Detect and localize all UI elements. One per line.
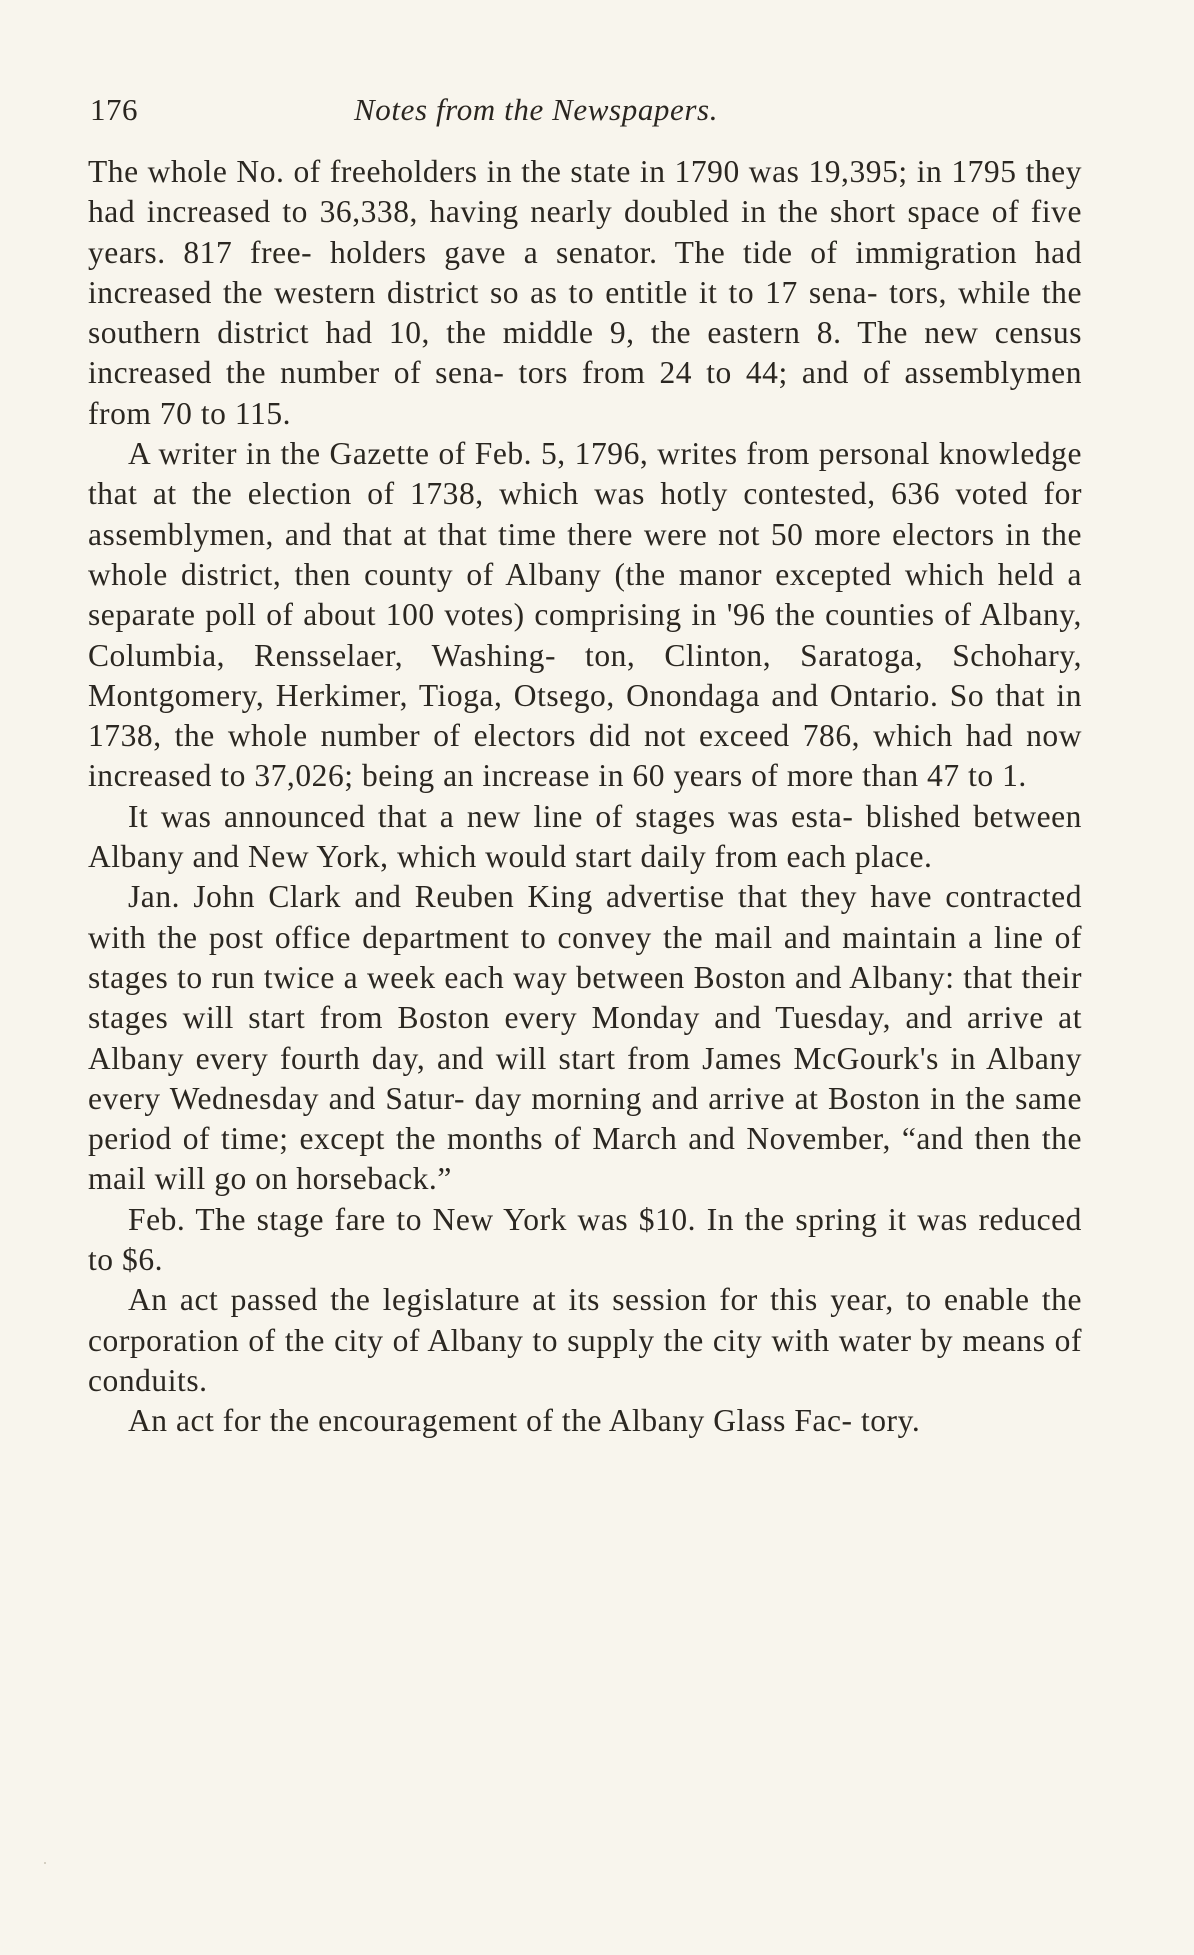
paragraph-stage-fare: Feb. The stage fare to New York was $10. In the spring it was reduced to $6. [88,1201,1082,1278]
paragraph-stage-line: It was announced that a new line of stages was esta- blished between Albany and New York, which would start daily from each place. [88,798,1082,875]
page-number: 176 [90,92,138,127]
paper-speck [44,1862,46,1864]
body-text [88,152,1082,1442]
running-title: Notes from the Newspapers. [354,92,719,127]
paragraph-mail-contract: Jan. John Clark and Reuben King advertise that they have contracted with the post office department to convey the mail and maintain a line of stages to run twice a week each way between Boston and Albany: that their stages will start from Boston every Monday and Tuesday, and arrive at Albany every fourth day, and will start from James McGourk's in Albany every Wednesday and Satur- day morning and arrive at Boston in the same period of time; except the months of March and November, “and then the mail will go on horseback.” [88,879,1082,1197]
paragraph-freeholders: The whole No. of freeholders in the state in 1790 was 19,395; in 1795 they had increased to 36,338, having nearly doubled in the short space of five years. 817 free- holders gave a senator. The tide of immigration had increased the western district so as to entitle it to 17 sena- tors, while the southern district had 10, the middle 9, the eastern 8. The new census increased the number of sena- tors from 24 to 44; and of assemblymen from 70 to 115. [88,154,1082,431]
paragraph-water-act: An act passed the legislature at its session for this year, to enable the corporation of the city of Albany to supply the city with water by means of conduits. [88,1282,1082,1398]
paragraph-glass-factory: An act for the encouragement of the Albany Glass Fac- tory. [128,1403,921,1439]
paragraph-gazette-writer: A writer in the Gazette of Feb. 5, 1796, writes from personal knowledge that at the election of 1738, which was hotly contested, 636 voted for assemblymen, and that at that time there were not 50 more electors in the whole district, then county of Albany (the manor excepted which held a separate poll of about 100 votes) comprising in '96 the counties of Albany, Columbia, Rensselaer, Washing- ton, Clinton, Saratoga, Schohary, Montgomery, Herkimer, Tioga, Otsego, Onondaga and Ontario. So that in 1738, the whole number of electors did not exceed 786, which had now increased to 37,026; being an increase in 60 years of more than 47 to 1. [88,436,1082,794]
page-header [90,92,1080,132]
